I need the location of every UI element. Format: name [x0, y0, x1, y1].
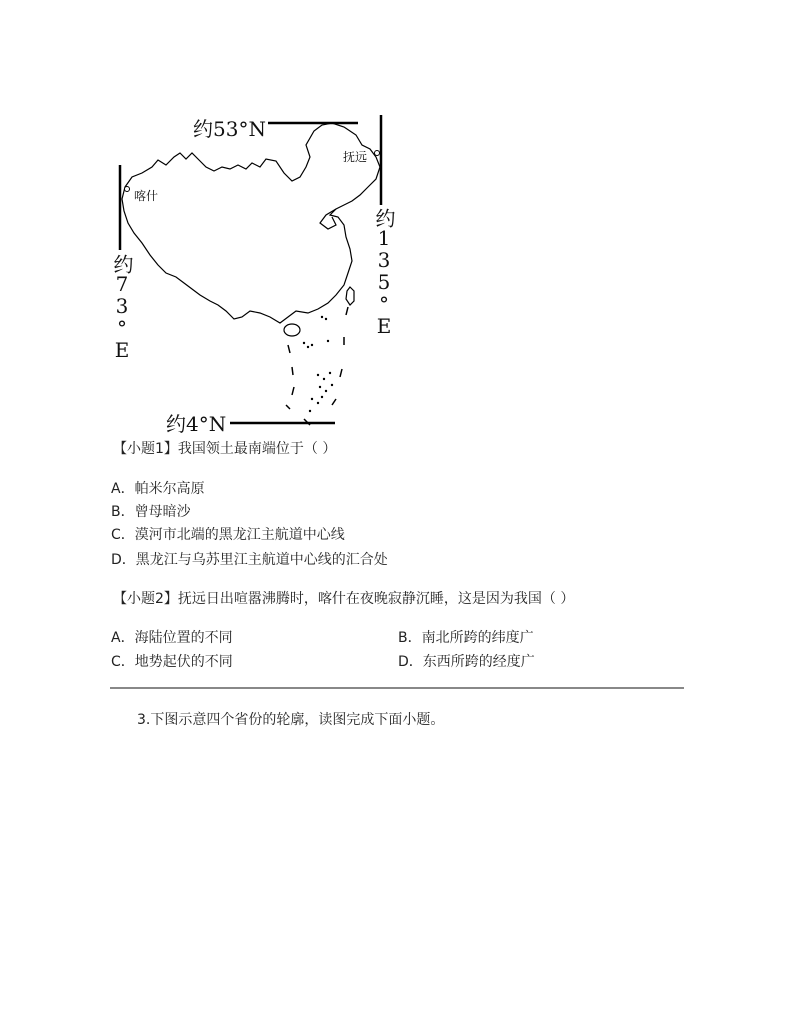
question-3-stem: 3.下图示意四个省份的轮廓，读图完成下面小题。 — [137, 712, 445, 728]
kashi-label: 喀什 — [134, 189, 159, 203]
north-latitude-label: 约53°N — [193, 117, 266, 141]
question-1-option-a[interactable]: A．帕米尔高原 — [111, 481, 205, 497]
kashi-marker — [125, 187, 130, 192]
fuyuan-marker — [375, 151, 380, 156]
hainan-island — [284, 324, 300, 336]
question-2-option-c[interactable]: C．地势起伏的不同 — [111, 654, 233, 670]
question-1-option-b[interactable]: B．曾母暗沙 — [111, 504, 191, 520]
question-1-option-d[interactable]: D．黑龙江与乌苏里江主航道中心线的汇合处 — [111, 552, 388, 568]
west-longitude-label: 约73°E — [110, 254, 134, 360]
question-1-stem: 【小题1】我国领土最南端位于（ ） — [113, 441, 337, 457]
question-1-option-c[interactable]: C．漠河市北端的黑龙江主航道中心线 — [111, 527, 345, 543]
fuyuan-label: 抚远 — [343, 150, 368, 164]
section-divider — [110, 687, 684, 689]
question-2-option-a[interactable]: A．海陆位置的不同 — [111, 630, 233, 646]
east-longitude-label: 约135°E — [372, 208, 396, 336]
question-2-stem: 【小题2】抚远日出喧嚣沸腾时，喀什在夜晚寂静沉睡，这是因为我国（ ） — [113, 591, 575, 607]
question-2-option-b[interactable]: B．南北所跨的纬度广 — [398, 630, 534, 646]
mainland-outline — [122, 123, 380, 323]
question-2-option-d[interactable]: D．东西所跨的经度广 — [398, 654, 535, 670]
south-latitude-label: 约4°N — [166, 412, 227, 436]
island-dots — [303, 316, 333, 412]
taiwan-island — [346, 287, 354, 305]
